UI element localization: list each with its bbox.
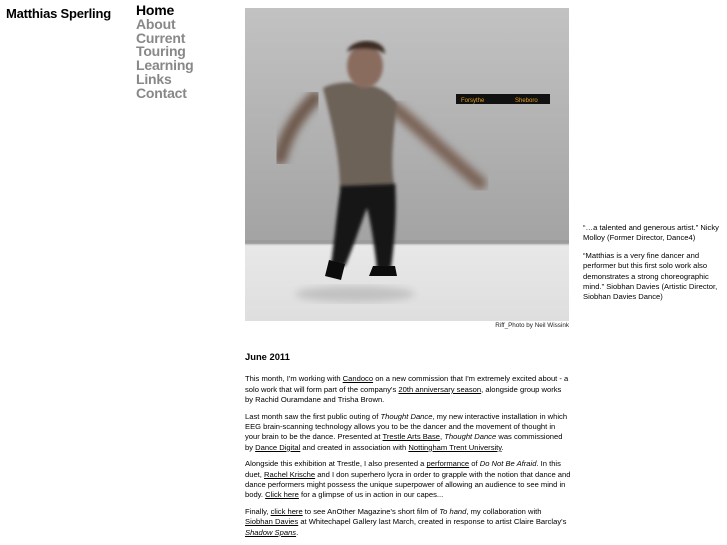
link-dance-digital[interactable]: Dance Digital — [255, 442, 301, 452]
photo-caption: Riff_Photo by Neil Wissink — [495, 322, 569, 329]
nav-touring[interactable]: Touring — [136, 43, 186, 60]
site-title[interactable]: Matthias Sperling — [6, 6, 111, 21]
link-nottingham-trent[interactable]: Nottingham Trent University — [408, 442, 502, 452]
link-performance[interactable]: performance — [426, 459, 470, 469]
news-paragraph-3: Alongside this exhibition at Trestle, I also presented a performance of Do Not Be Afraid. In this duet, Rachel Krische and I don superhero lycra in order to grapple with the notion that dance and dance performers might possess the unique superpower of allowing an audience to see mind in body. Click here for a glimpse of us in action in our capes... — [245, 459, 571, 500]
link-trestle-arts-base[interactable]: Trestle Arts Base — [382, 432, 441, 442]
nav-learning[interactable]: Learning — [136, 57, 194, 74]
sign-right-text: Sheboro — [515, 98, 538, 104]
main-nav — [136, 4, 194, 101]
link-rachel-krische[interactable]: Rachel Krische — [264, 469, 316, 479]
link-anniversary-season[interactable]: 20th anniversary season — [398, 384, 482, 394]
news-section — [245, 352, 571, 544]
news-paragraph-4: Finally, click here to see AnOther Magazine's short film of To hand, my collaboration with Siobhan Davies at Whitechapel Gallery last March, created in response to artist Claire Barclay's Shadow Spans. — [245, 506, 567, 537]
news-heading: June 2011 — [245, 351, 290, 362]
nav-contact[interactable]: Contact — [136, 84, 187, 101]
nav-home[interactable]: Home — [136, 2, 175, 18]
link-candoco[interactable]: Candoco — [342, 374, 374, 384]
quote-2: “Matthias is a very fine dancer and performer but this first solo work also demonstrates a strong choreographic mind.” Siobhan Davies (Artistic Director, Siobhan Davies Dance) — [583, 250, 718, 302]
sign-left-text: Forsythe — [461, 98, 485, 104]
link-click-here-capes[interactable]: Click here — [265, 490, 299, 500]
nav-links[interactable]: Links — [136, 70, 172, 87]
dancer-illustration — [245, 8, 569, 321]
quotes-panel — [583, 223, 723, 310]
news-paragraph-1: This month, I'm working with Candoco on a new commission that I'm extremely excited about - a solo work that will form part of the company's 20th anniversary season, alongside group works by Rachid Ouramdane and Trisha Brown. — [245, 374, 569, 405]
hero-photo — [245, 8, 569, 321]
news-paragraph-2: Last month saw the first public outing of Thought Dance, my new interactive installation in which EEG brain-scanning technology allows you to be the dancer and the movement of thought in your brain to be the dance. Presented at Trestle Arts Base, Thought Dance was commissioned by Dance Digital and created in association with Nottingham Trent University. — [245, 411, 568, 452]
nav-about[interactable]: About — [136, 15, 176, 32]
link-siobhan-davies[interactable]: Siobhan Davies — [245, 517, 299, 527]
quote-1: “…a talented and generous artist.” Nicky Molloy (Former Director, Dance4) — [583, 223, 719, 243]
link-shadow-spans[interactable]: Shadow Spans — [245, 527, 297, 537]
link-click-here-film[interactable]: click here — [270, 506, 303, 516]
nav-current[interactable]: Current — [136, 29, 186, 46]
